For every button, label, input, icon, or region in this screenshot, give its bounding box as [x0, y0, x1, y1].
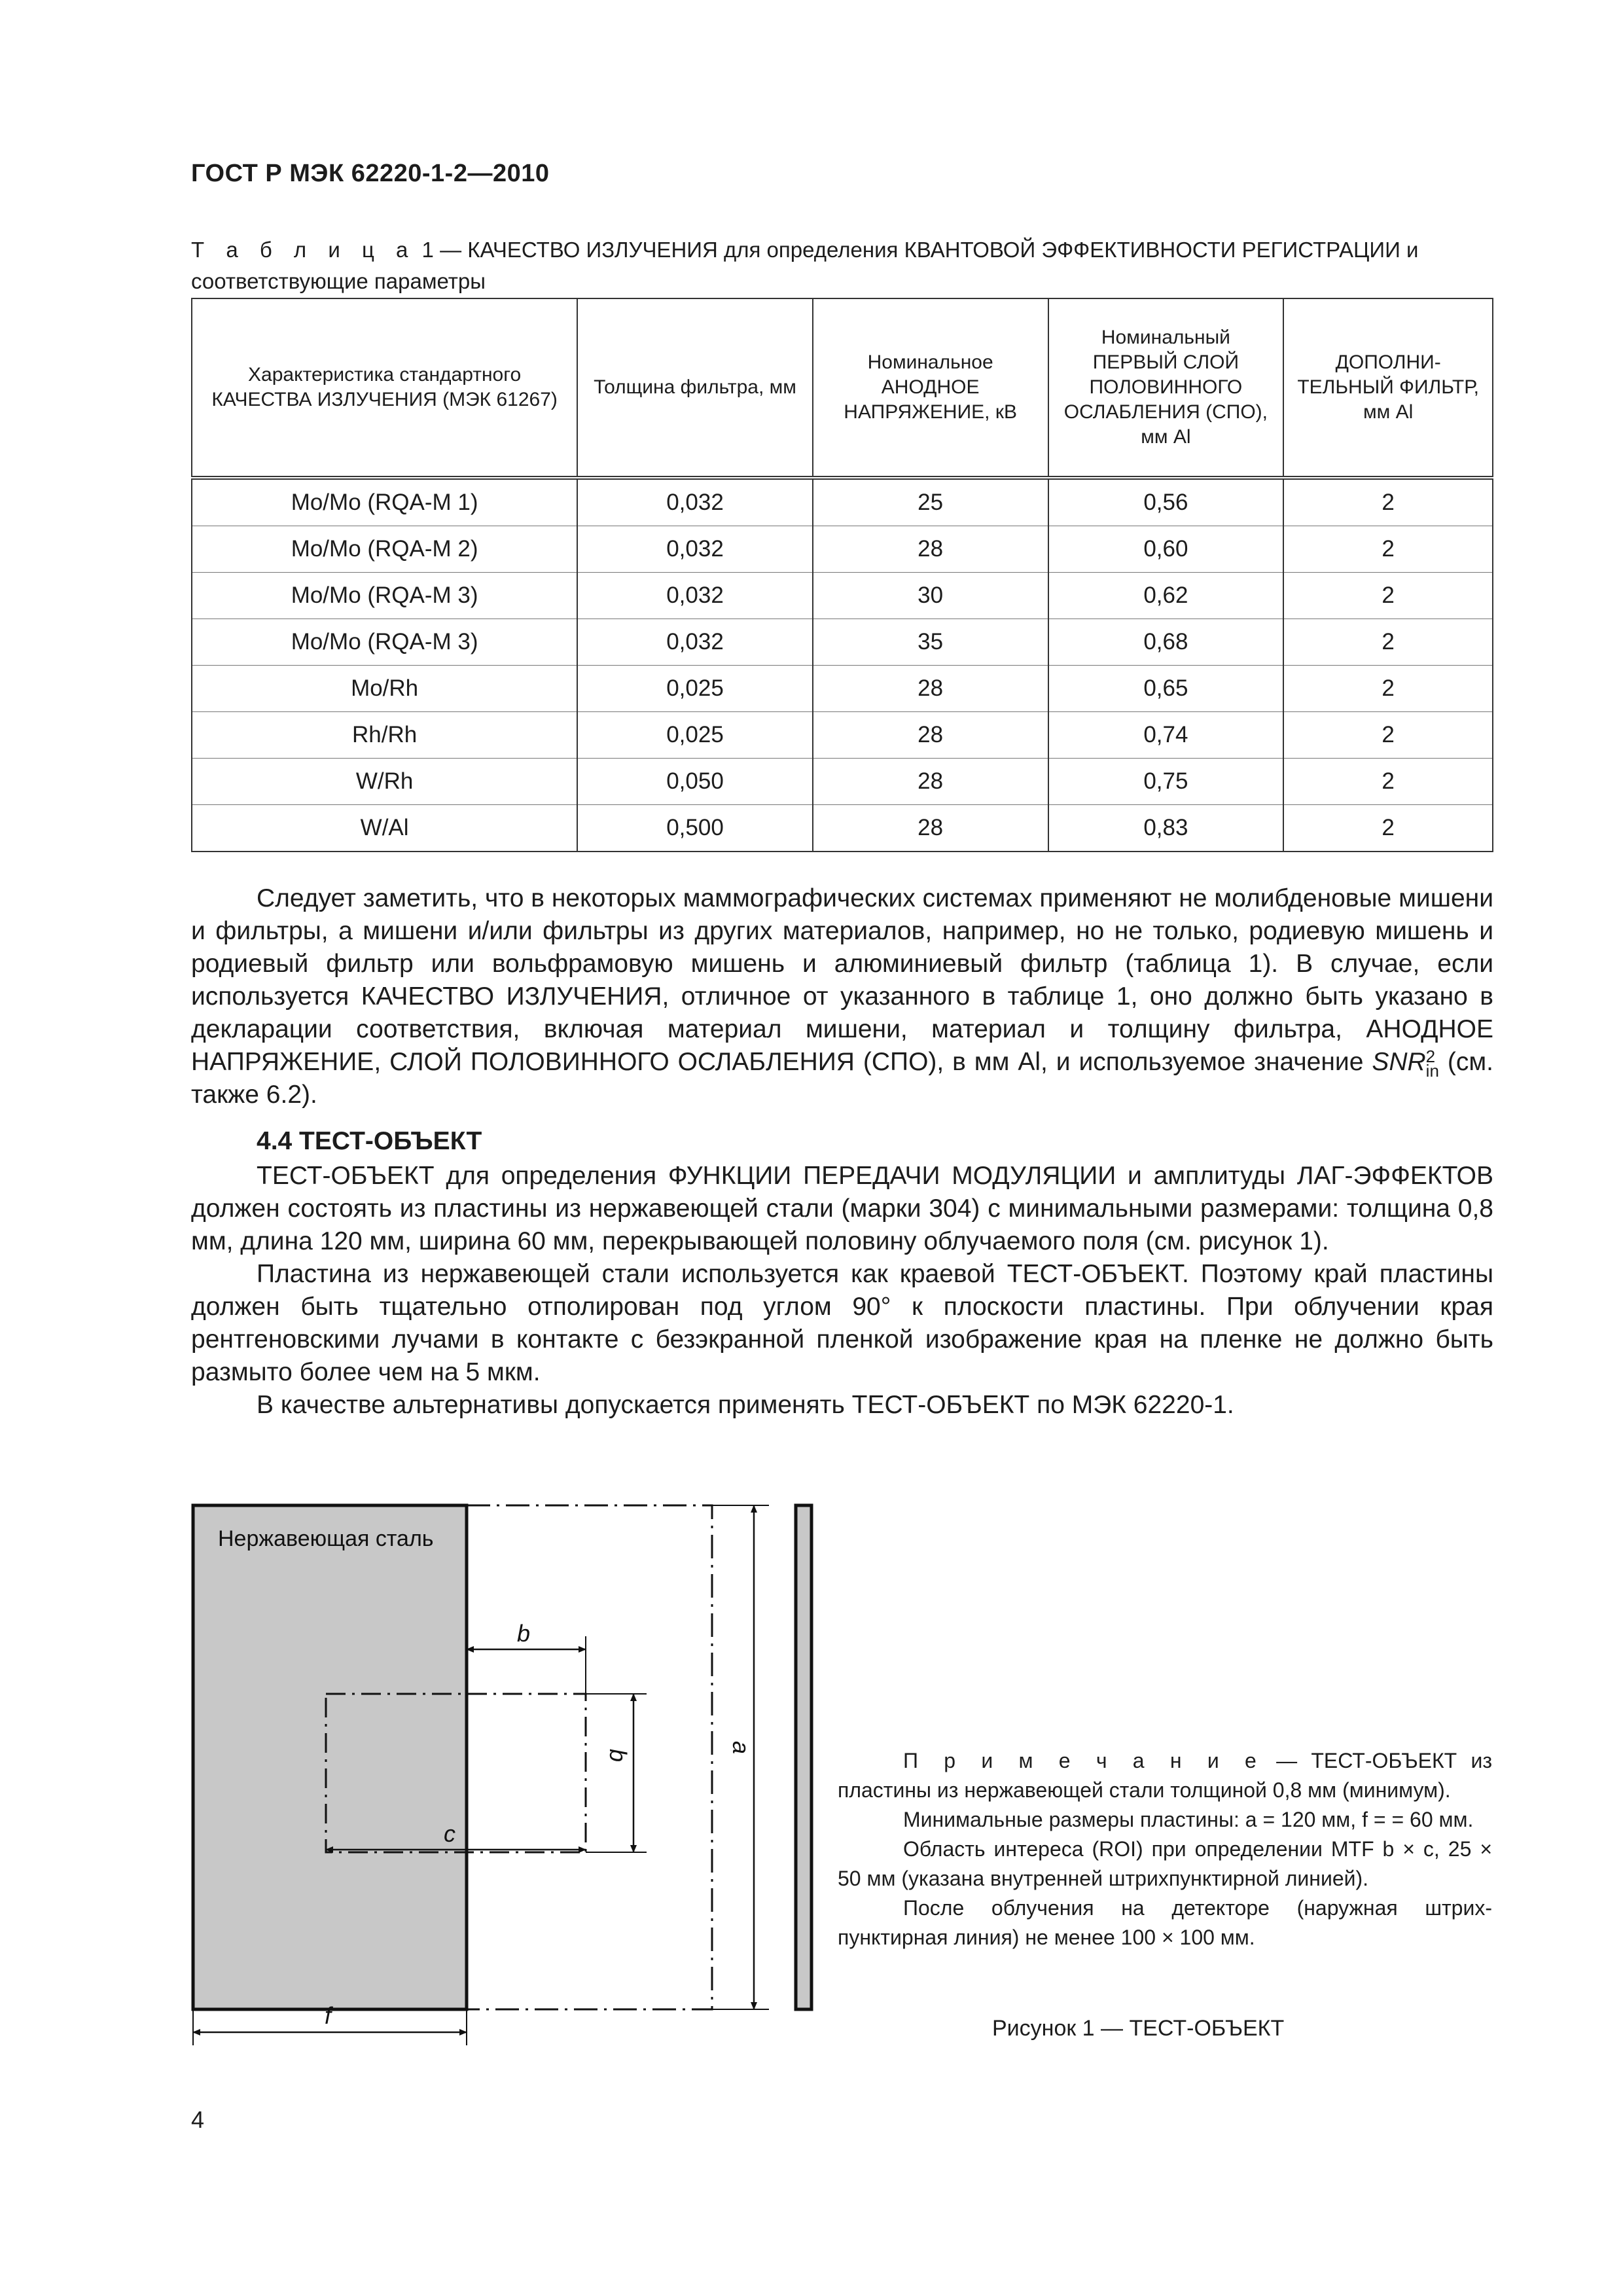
figure-note [838, 1746, 1492, 1952]
snr-symbol: SNR [1372, 1048, 1426, 1076]
table-cell: 28 [813, 805, 1048, 852]
table-cell: 2 [1283, 759, 1493, 805]
table-cell: 0,032 [577, 526, 813, 573]
section-paragraph-3: В качестве альтернативы допускается применять ТЕСТ-ОБЪЕКТ по МЭК 62220-1. [257, 1391, 1234, 1419]
table-cell: 2 [1283, 712, 1493, 759]
table-cell: 28 [813, 526, 1048, 573]
table-cell: 2 [1283, 619, 1493, 666]
table-cell: 0,83 [1048, 805, 1284, 852]
table-cell: 28 [813, 666, 1048, 712]
table-cell: 0,65 [1048, 666, 1284, 712]
note-line-2: Минимальные размеры пластины: a = 120 мм, f = = 60 мм. [903, 1808, 1474, 1831]
table-cell: Mo/Mo (RQA-M 3) [192, 619, 577, 666]
table-cell: 0,025 [577, 712, 813, 759]
outer-dashed-outline [467, 1505, 712, 2009]
note-line-1: — ТЕСТ-ОБЪЕКТ из пластины из нержавеющей стали толщиной 0,8 мм (минимум). [838, 1749, 1493, 1802]
table-cell: 2 [1283, 805, 1493, 852]
dimension-c-label: c [444, 1820, 455, 1847]
table-cell: 35 [813, 619, 1048, 666]
table-cell: 28 [813, 759, 1048, 805]
dimension-a-label: a [728, 1741, 755, 1755]
table-cell: 2 [1283, 478, 1493, 526]
header-cell-anode-voltage: Номинальное АНОДНОЕ НАПРЯЖЕНИЕ, кВ [813, 298, 1048, 478]
table-cell: Mo/Rh [192, 666, 577, 712]
table-cell: W/Al [192, 805, 577, 852]
document-header: ГОСТ Р МЭК 62220-1-2—2010 [191, 160, 550, 187]
note-line-3: Область интереса (ROI) при определении MTF b × c, 25 × 50 мм (указана внутренней штрихпунктирной линией). [838, 1837, 1492, 1890]
table-cell: 0,68 [1048, 619, 1284, 666]
table-cell: W/Rh [192, 759, 577, 805]
dimension-f-label: f [325, 2002, 332, 2029]
table-cell: 25 [813, 478, 1048, 526]
dimension-b-vertical-label: b [605, 1749, 632, 1763]
table-cell: Mo/Mo (RQA-M 2) [192, 526, 577, 573]
table-cell: 0,500 [577, 805, 813, 852]
note-line-4: После облучения на детекторе (наружная штрих-пунктирная линия) не менее 100 × 100 мм. [838, 1896, 1492, 1949]
table-cell: 0,74 [1048, 712, 1284, 759]
table-cell: Rh/Rh [192, 712, 577, 759]
table-cell: 2 [1283, 666, 1493, 712]
page-number: 4 [191, 2106, 205, 2133]
table-cell: 0,050 [577, 759, 813, 805]
section-paragraph-2: Пластина из нержавеющей стали используется как краевой ТЕСТ-ОБЪЕКТ. Поэтому край пластины должен быть тщательно отполирован под углом 90° к плоскости пластины. При облучении края рентгеновскими лучами в контакте с безэкранной пленкой изображение края на пленке не должно быть размыто более чем на 5 мкм. [191, 1260, 1493, 1386]
paragraph-materials-tail: (см. также 6.2). [191, 1048, 1493, 1109]
table-cell: 30 [813, 573, 1048, 619]
note-label: П р и м е ч а н и е [903, 1749, 1262, 1772]
header-cell-quality: Характеристика стандартного КАЧЕСТВА ИЗЛУЧЕНИЯ (МЭК 61267) [192, 298, 577, 478]
table-caption-label: Т а б л и ц а [191, 238, 416, 262]
dimension-b-label: b [517, 1620, 531, 1647]
table-cell: 2 [1283, 526, 1493, 573]
section-paragraph-1: ТЕСТ-ОБЪЕКТ для определения ФУНКЦИИ ПЕРЕДАЧИ МОДУЛЯЦИИ и амплитуды ЛАГ-ЭФФЕКТОВ должен состоять из пластины из нержавеющей стали (марки 304) с минимальными размерами: толщина 0,8 мм, длина 120 мм, ширина 60 мм, перекрывающей половину облучаемого поля (см. рисунок 1). [191, 1162, 1493, 1255]
table-cell: 0,75 [1048, 759, 1284, 805]
table-cell: 0,025 [577, 666, 813, 712]
table-cell: 0,56 [1048, 478, 1284, 526]
table-cell: 2 [1283, 573, 1493, 619]
snr-subscript: in [1425, 1060, 1439, 1081]
table-cell: Mo/Mo (RQA-M 3) [192, 573, 577, 619]
header-cell-hvl: Номинальный ПЕРВЫЙ СЛОЙ ПОЛОВИННОГО ОСЛАБЛЕНИЯ (СПО), мм Al [1048, 298, 1284, 478]
snr-superscript: 2 [1425, 1046, 1436, 1066]
table-cell: 0,032 [577, 619, 813, 666]
table-cell: Mo/Mo (RQA-M 1) [192, 478, 577, 526]
header-cell-filter-thickness: Толщина фильтра, мм [577, 298, 813, 478]
table-cell: 0,62 [1048, 573, 1284, 619]
table-cell: 0,032 [577, 478, 813, 526]
steel-plate [193, 1505, 467, 2009]
figure-caption: Рисунок 1 — ТЕСТ-ОБЪЕКТ [992, 2016, 1285, 2041]
table-cell: 0,032 [577, 573, 813, 619]
table-cell: 28 [813, 712, 1048, 759]
plate-side-view [796, 1505, 812, 2009]
steel-plate-label: Нержавеющая сталь [218, 1526, 434, 1551]
table-cell: 0,60 [1048, 526, 1284, 573]
paragraph-materials-text: Следует заметить, что в некоторых маммографических системах применяют не молибденовые мишени и фильтры, а мишени и/или фильтры из других материалов, например, но не только, родиевую мишень и родиевый фильтр или вольфрамовую мишень и алюминиевый фильтр (таблица 1). В случае, если используется КАЧЕСТВО ИЗЛУЧЕНИЯ, отличное от указанного в таблице 1, оно должно быть указано в декларации соответствия, включая материал мишени, материал и толщину фильтра, АНОДНОЕ НАПРЯЖЕНИЕ, СЛОЙ ПОЛОВИННОГО ОСЛАБЛЕНИЯ (СПО), в мм Al, и используемое значение [191, 884, 1493, 1076]
header-cell-additional-filter: ДОПОЛНИ-ТЕЛЬНЫЙ ФИЛЬТР, мм Al [1283, 298, 1493, 478]
table-caption-text: 1 — КАЧЕСТВО ИЗЛУЧЕНИЯ для определения КВАНТОВОЙ ЭФФЕКТИВНОСТИ РЕГИСТРАЦИИ и соответствующие параметры [191, 238, 1419, 293]
section-heading: 4.4 ТЕСТ-ОБЪЕКТ [257, 1127, 482, 1155]
